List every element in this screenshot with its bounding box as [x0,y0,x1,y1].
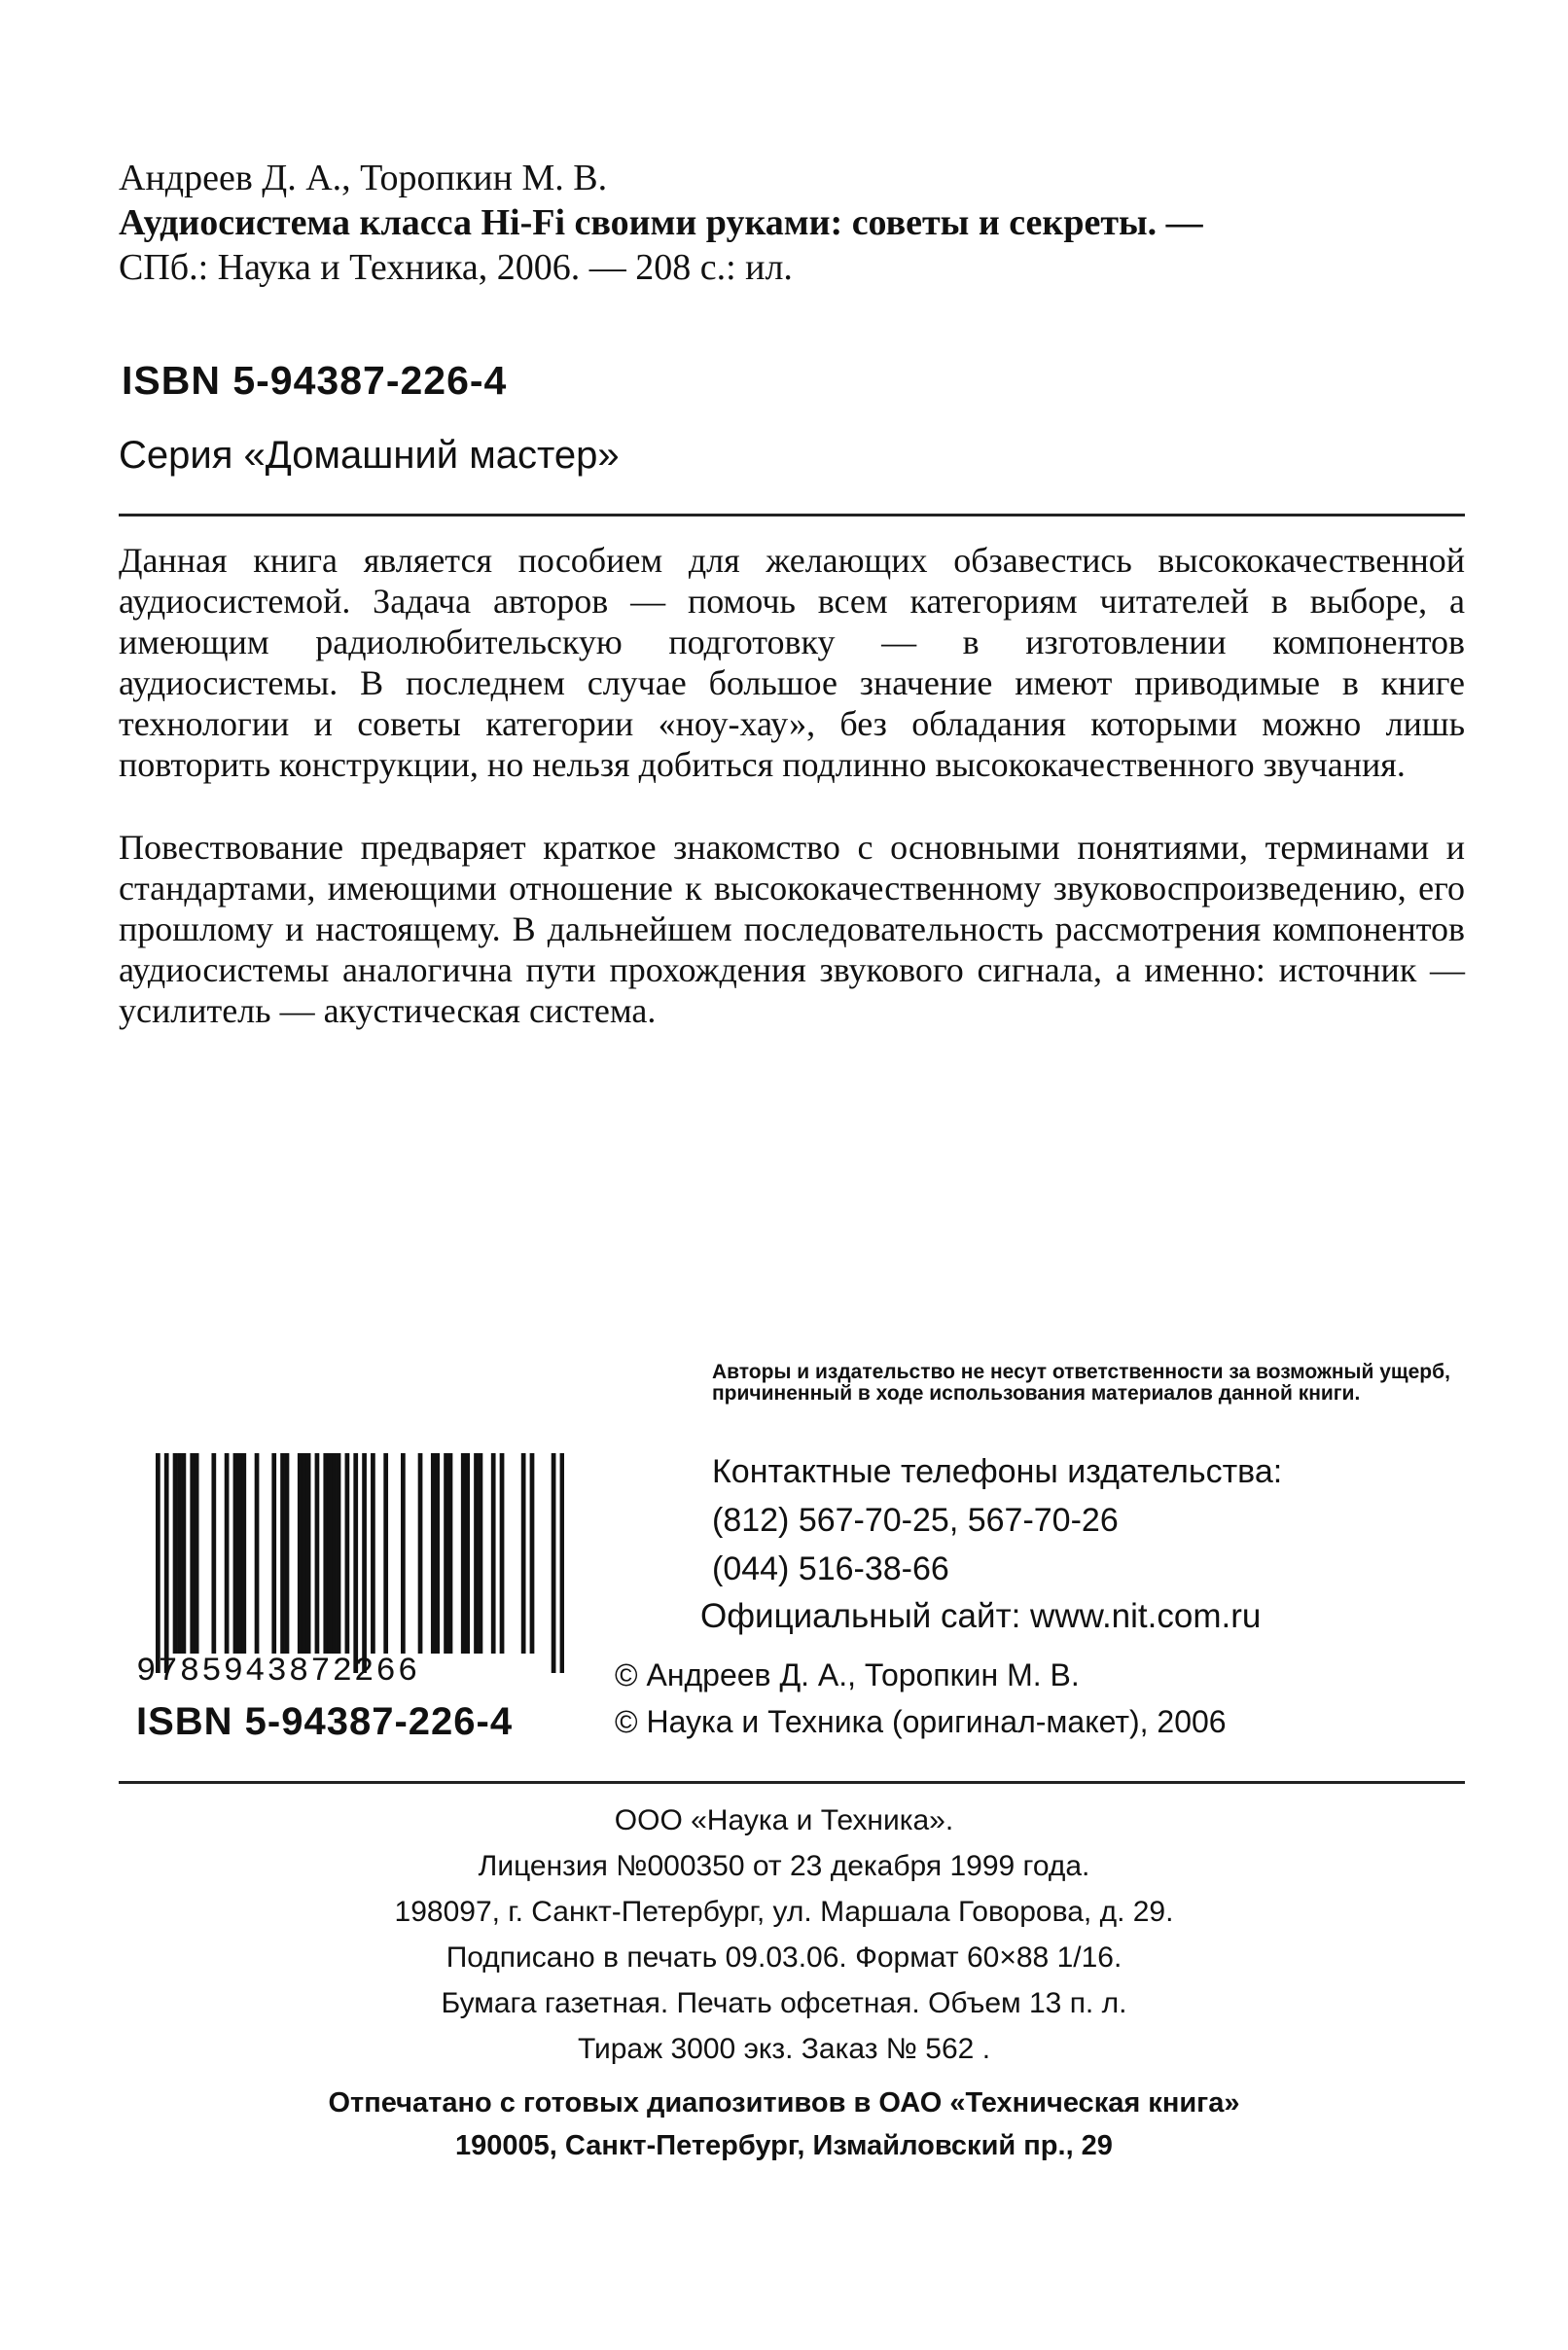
barcode-bar [418,1453,423,1654]
barcode-bar [560,1453,564,1673]
abstract-paragraph-1: Данная книга является пособием для желающих обзавестись высококачественной аудиосистемой. Задача авторов — помочь всем категориям читателей в выборе, а имеющим радиолюбительскую подготовку — в изготовлении компонентов аудиосистемы. В последнем случае большое значение имеют приводимые в книге технологии и советы категории «ноу-хау», без обладания которыми можно лишь повторить конструкции, но нельзя добиться подлинно высококачественного звучания. [119,541,1465,784]
barcode-bar [332,1453,337,1654]
copyright-publisher: © Наука и Техника (оригинал-макет), 2006 [615,1704,1227,1739]
barcode-bar [371,1453,375,1654]
barcode-bar [298,1453,303,1654]
divider-top [119,514,1465,516]
printer-block [0,2082,1568,2167]
barcode-bar [444,1453,448,1654]
barcode-bar [241,1453,246,1654]
divider-bottom [119,1781,1465,1784]
barcode-bar [461,1453,466,1654]
barcode-bar [552,1453,556,1673]
copyright-authors: © Андреев Д. А., Торопкин М. В. [615,1657,1080,1692]
series-line: Серия «Домашний мастер» [119,434,620,477]
phone-line-2: (044) 516-38-66 [712,1550,949,1587]
barcode-bar [530,1453,535,1654]
barcode-bar [233,1453,238,1654]
barcode-bar [306,1453,311,1654]
barcode-bar [173,1453,178,1654]
contacts-heading: Контактные телефоны издательства: [712,1453,1283,1490]
barcode-bar [225,1453,230,1654]
barcode-bar [182,1453,187,1654]
barcode-bar [237,1453,242,1654]
barcode-bar [474,1453,479,1654]
barcode-bar [211,1453,216,1654]
barcode-bar [431,1453,436,1654]
imprint-block [0,1798,1568,2072]
barcode-bar [401,1453,406,1654]
barcode-bar [190,1453,195,1654]
license-line: Лицензия №000350 от 23 декабря 1999 года. [478,1850,1090,1882]
publisher-line: ООО «Наука и Техника». [614,1804,954,1836]
barcode-bar [315,1453,320,1654]
barcode-bar [255,1453,260,1654]
imprint-line: СПб.: Наука и Техника, 2006. — 208 с.: ил. [119,247,793,288]
barcode-digits: 9785943872266 [136,1654,420,1691]
book-title: Аудиосистема класса Hi-Fi своими руками: советы и секреты. — [119,202,1203,243]
barcode-bar [328,1453,333,1654]
barcode-bar [280,1453,285,1654]
bibliographic-record [119,156,1203,290]
paper-line: Бумага газетная. Печать офсетная. Объем 13 п. л. [441,1987,1127,2019]
barcode-bar [353,1453,358,1673]
barcode-bar [156,1453,160,1673]
printer-line-1: Отпечатано с готовых диапозитивов в ОАО «Техническая книга» [328,2087,1240,2119]
phone-line-1: (812) 567-70-25, 567-70-26 [712,1502,1119,1539]
barcode-bar [491,1453,496,1654]
barcode-bar [465,1453,470,1654]
barcode-bar [448,1453,453,1654]
website-line: Официальный сайт: www.nit.com.ru [700,1597,1262,1635]
barcode-bar [164,1453,169,1673]
barcode-bar [479,1453,483,1654]
barcode-bar [521,1453,526,1654]
abstract-paragraph-2: Повествование предваряет краткое знакомство с основными понятиями, терминами и стандартами, имеющими отношение к высококачественному звуковоспроизведению, его прошлому и настоящему. В дальнейшем последовательность рассмотрения компонентов аудиосистемы аналогична пути прохождения звукового сигнала, а именно: источник — усилитель — акустическая система. [119,828,1465,1030]
barcode-bar [195,1453,199,1654]
contacts-block [712,1447,1282,1593]
signed-line: Подписано в печать 09.03.06. Формат 60×88 1/16. [445,1941,1123,1974]
barcode-bar [345,1453,350,1654]
disclaimer: Авторы и издательство не несут ответственности за возможный ущерб, причиненный в ходе использования материалов данной книги. [712,1361,1450,1405]
barcode-bar [323,1453,328,1654]
barcode-bar [337,1453,341,1654]
barcode-bar [177,1453,182,1654]
barcode-bar [383,1453,388,1654]
barcode-bar [271,1453,276,1654]
isbn-top: ISBN 5-94387-226-4 [122,358,508,403]
print-run-line: Тираж 3000 экз. Заказ № 562 . [577,2033,991,2065]
address-line: 198097, г. Санкт-Петербург, ул. Маршала Говорова, д. 29. [394,1896,1174,1928]
isbn-bottom: ISBN 5-94387-226-4 [136,1700,514,1743]
barcode [156,1453,564,1673]
barcode-bar [500,1453,505,1654]
barcode-bar [285,1453,290,1654]
printer-line-2: 190005, Санкт-Петербург, Измайловский пр., 29 [455,2130,1113,2161]
barcode-bar [302,1453,306,1654]
barcode-bar [362,1453,367,1673]
barcode-bar [435,1453,440,1654]
authors-line: Андреев Д. А., Торопкин М. В. [119,158,608,198]
